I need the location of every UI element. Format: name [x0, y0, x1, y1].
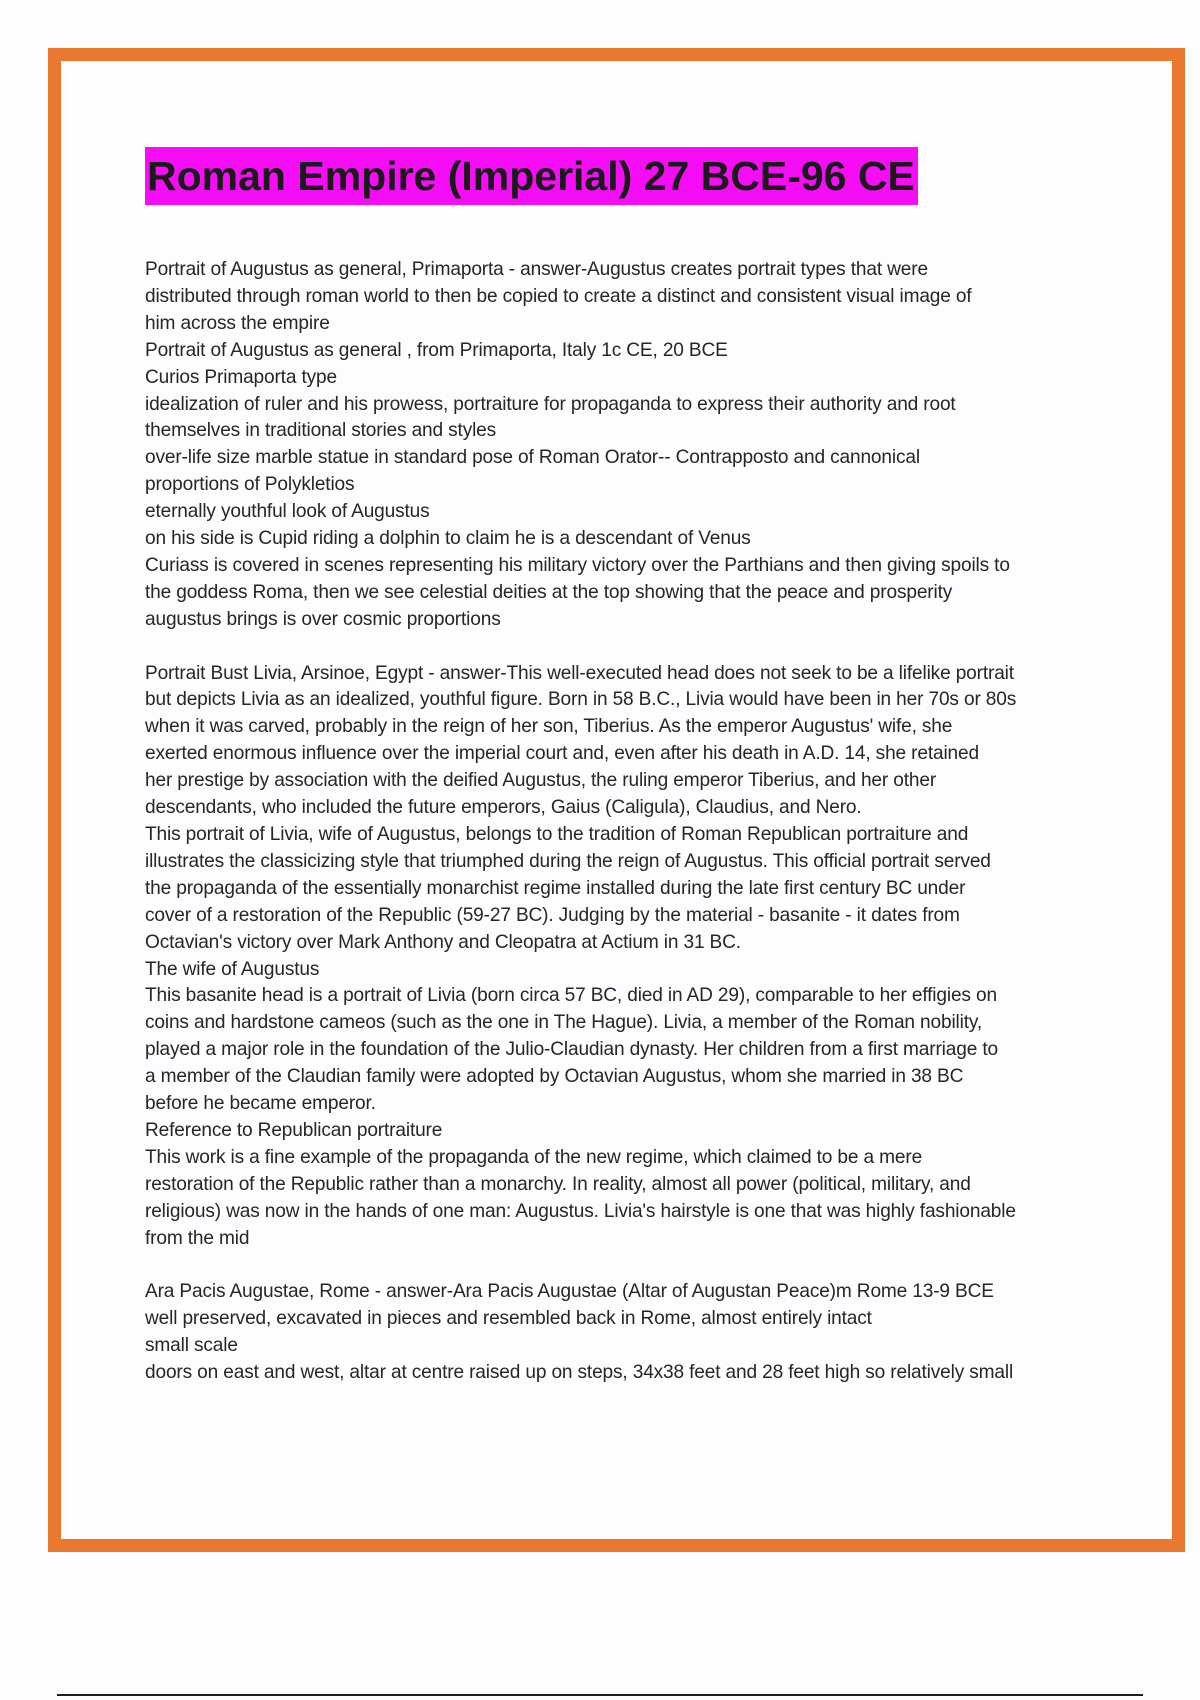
text-line: restoration of the Republic rather than a monarchy. In reality, almost all power (political, military, and [145, 1173, 971, 1195]
text-line: This basanite head is a portrait of Livia (born circa 57 BC, died in AD 29), comparable to her effigies on [145, 985, 997, 1007]
text-line: The wife of Augustus [145, 958, 320, 980]
text-line: illustrates the classicizing style that triumphed during the reign of Augustus. This official portrait served [145, 850, 991, 872]
text-line: Reference to Republican portraiture [145, 1119, 443, 1141]
text-line: Portrait Bust Livia, Arsinoe, Egypt - answer-This well-executed head does not seek to be a lifelike portrait [145, 662, 1014, 684]
text-line: distributed through roman world to then be copied to create a distinct and consistent visual image of [145, 285, 972, 307]
document-title: Roman Empire (Imperial) 27 BCE-96 CE [145, 147, 918, 205]
text-line: descendants, who included the future emperors, Gaius (Caligula), Claudius, and Nero. [145, 797, 862, 819]
text-line: Ara Pacis Augustae, Rome - answer-Ara Pacis Augustae (Altar of Augustan Peace)m Rome 13-9 BCE [145, 1281, 994, 1303]
text-line: the goddess Roma, then we see celestial deities at the top showing that the peace and prosperity [145, 581, 953, 603]
text-line: This portrait of Livia, wife of Augustus, belongs to the tradition of Roman Republican portraiture and [145, 824, 969, 846]
text-line: over-life size marble statue in standard pose of Roman Orator-- Contrapposto and cannonical [145, 447, 920, 469]
text-line: when it was carved, probably in the reign of her son, Tiberius. As the emperor Augustus' wife, she [145, 716, 953, 738]
text-line: her prestige by association with the deified Augustus, the ruling emperor Tiberius, and her other [145, 770, 937, 792]
text-line: on his side is Cupid riding a dolphin to claim he is a descendant of Venus [145, 528, 751, 550]
text-line: doors on east and west, altar at centre raised up on steps, 34x38 feet and 28 feet high so relatively small [145, 1362, 1014, 1384]
text-line: cover of a restoration of the Republic (59-27 BC). Judging by the material - basanite - it dates from [145, 904, 960, 926]
text-line: well preserved, excavated in pieces and resembled back in Rome, almost entirely intact [145, 1308, 872, 1330]
text-line: Portrait of Augustus as general , from Primaporta, Italy 1c CE, 20 BCE [145, 339, 728, 361]
text-line: him across the empire [145, 312, 330, 334]
text-line: augustus brings is over cosmic proportions [145, 608, 501, 630]
text-line: before he became emperor. [145, 1093, 376, 1115]
text-section [145, 1279, 1100, 1387]
text-line: proportions of Polykletios [145, 474, 355, 496]
text-line: Curios Primaporta type [145, 366, 337, 388]
text-line: a member of the Claudian family were adopted by Octavian Augustus, whom she married in 38 BC [145, 1066, 964, 1088]
text-line: Octavian's victory over Mark Anthony and Cleopatra at Actium in 31 BC. [145, 931, 741, 953]
text-line: played a major role in the foundation of the Julio-Claudian dynasty. Her children from a first marriage to [145, 1039, 998, 1061]
text-section [145, 661, 1100, 1253]
document-content [145, 147, 1100, 1414]
text-section [145, 257, 1100, 634]
text-line: coins and hardstone cameos (such as the one in The Hague). Livia, a member of the Roman nobility, [145, 1012, 983, 1034]
text-line: Portrait of Augustus as general, Primaporta - answer-Augustus creates portrait types that were [145, 259, 928, 280]
text-line: This work is a fine example of the propaganda of the new regime, which claimed to be a mere [145, 1146, 923, 1168]
text-line: Curiass is covered in scenes representing his military victory over the Parthians and then giving spoils to [145, 554, 1010, 576]
text-line: eternally youthful look of Augustus [145, 501, 430, 523]
text-line: idealization of ruler and his prowess, portraiture for propaganda to express their authority and root [145, 393, 956, 415]
text-line: themselves in traditional stories and styles [145, 420, 497, 442]
document-body [145, 257, 1100, 1387]
text-line: but depicts Livia as an idealized, youthful figure. Born in 58 B.C., Livia would have been in her 70s or 80s [145, 689, 1017, 711]
footer-divider [57, 1694, 1143, 1696]
text-line: small scale [145, 1335, 238, 1357]
text-line: religious) was now in the hands of one man: Augustus. Livia's hairstyle is one that was highly fashionable [145, 1200, 1016, 1222]
text-line: exerted enormous influence over the imperial court and, even after his death in A.D. 14, she retained [145, 743, 979, 765]
text-line: from the mid [145, 1227, 250, 1249]
text-line: the propaganda of the essentially monarchist regime installed during the late first century BC under [145, 877, 966, 899]
